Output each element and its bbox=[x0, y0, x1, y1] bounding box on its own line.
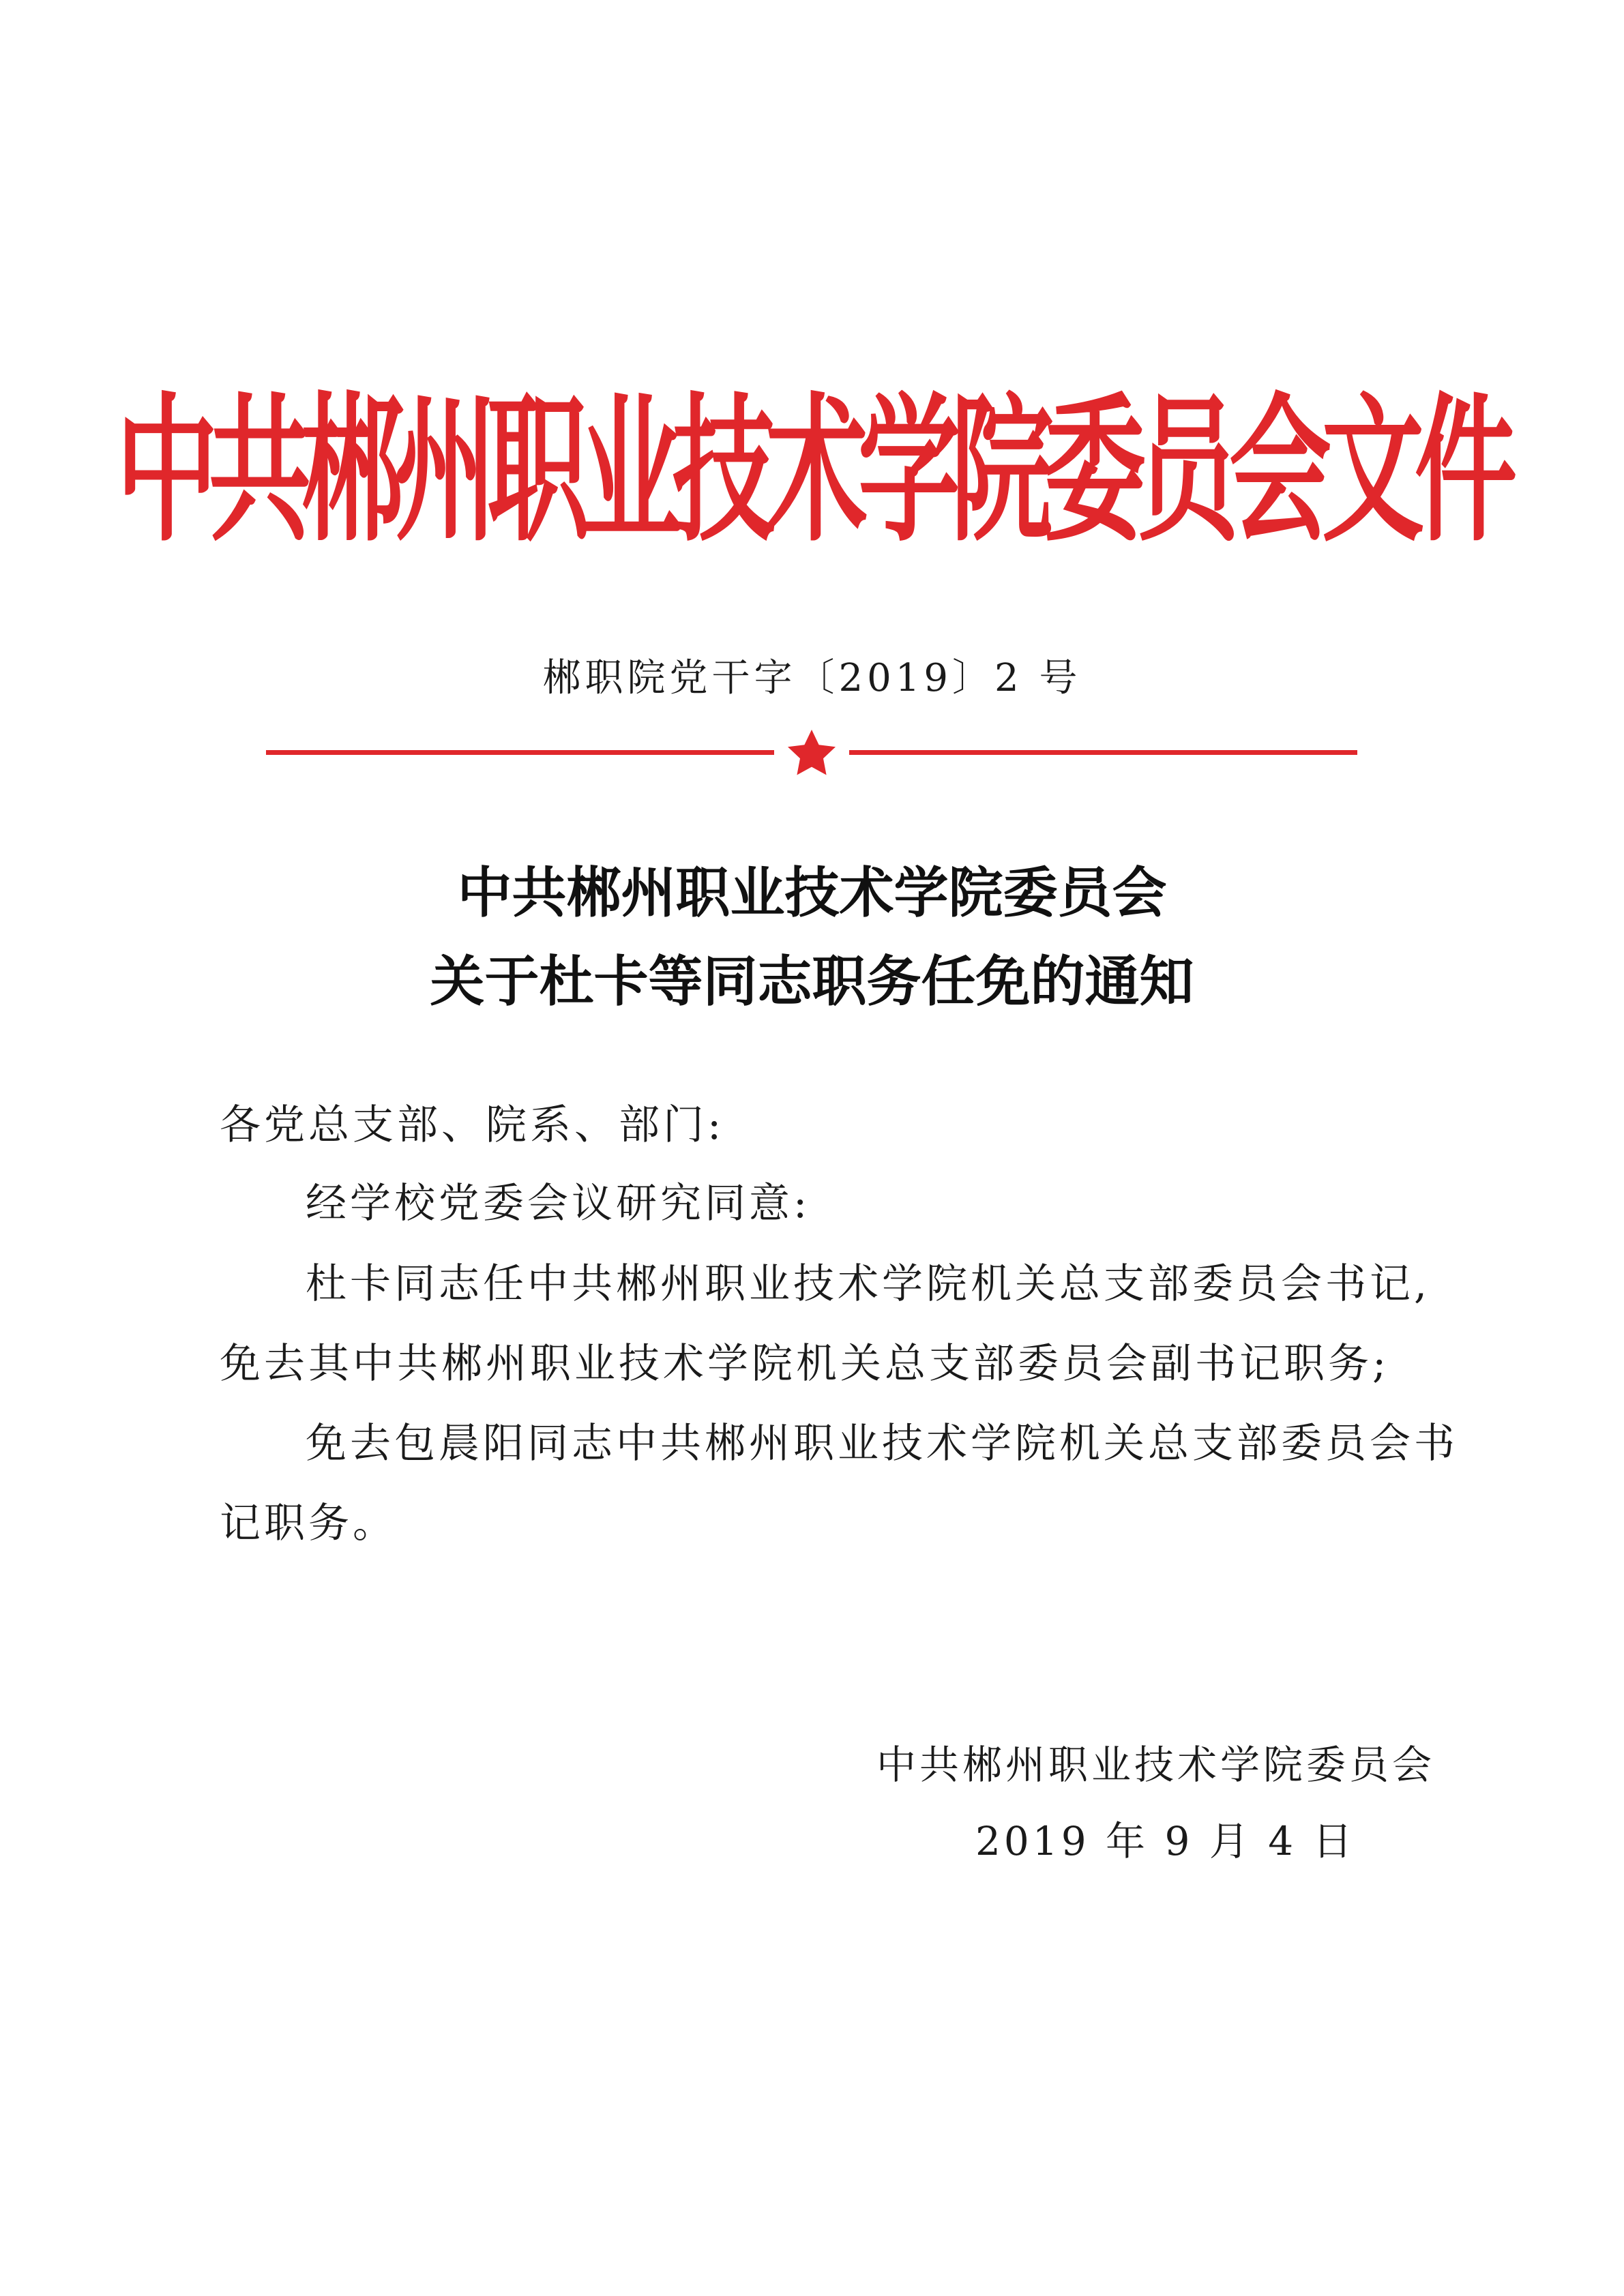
red-divider bbox=[266, 723, 1357, 784]
notice-title-line-2: 关于杜卡等同志职务任免的通知 bbox=[430, 950, 1194, 1013]
document-masthead: 中共郴州职业技术学院委员会文件 bbox=[116, 379, 1508, 564]
document-number: 郴职院党干字〔2019〕2 号 bbox=[542, 656, 1082, 700]
signature-date: 2019 年 9 月 4 日 bbox=[975, 1818, 1356, 1864]
notice-title-line-1: 中共郴州职业技术学院委员会 bbox=[457, 861, 1167, 925]
paragraph-dismissal-line-2: 记职务。 bbox=[220, 1500, 397, 1547]
divider-line-right bbox=[849, 750, 1357, 755]
divider-line-left bbox=[266, 750, 774, 755]
paragraph-intro: 经学校党委会议研究同意: bbox=[306, 1180, 811, 1227]
signature-organization: 中共郴州职业技术学院委员会 bbox=[876, 1742, 1436, 1788]
star-icon bbox=[788, 730, 836, 775]
paragraph-appointment-line-2: 免去其中共郴州职业技术学院机关总支部委员会副书记职务; bbox=[220, 1340, 1390, 1388]
paragraph-dismissal-line-1: 免去包晨阳同志中共郴州职业技术学院机关总支部委员会书 bbox=[306, 1420, 1458, 1467]
salutation: 各党总支部、院系、部门: bbox=[220, 1101, 725, 1149]
paragraph-appointment-line-1: 杜卡同志任中共郴州职业技术学院机关总支部委员会书记, bbox=[306, 1260, 1431, 1308]
